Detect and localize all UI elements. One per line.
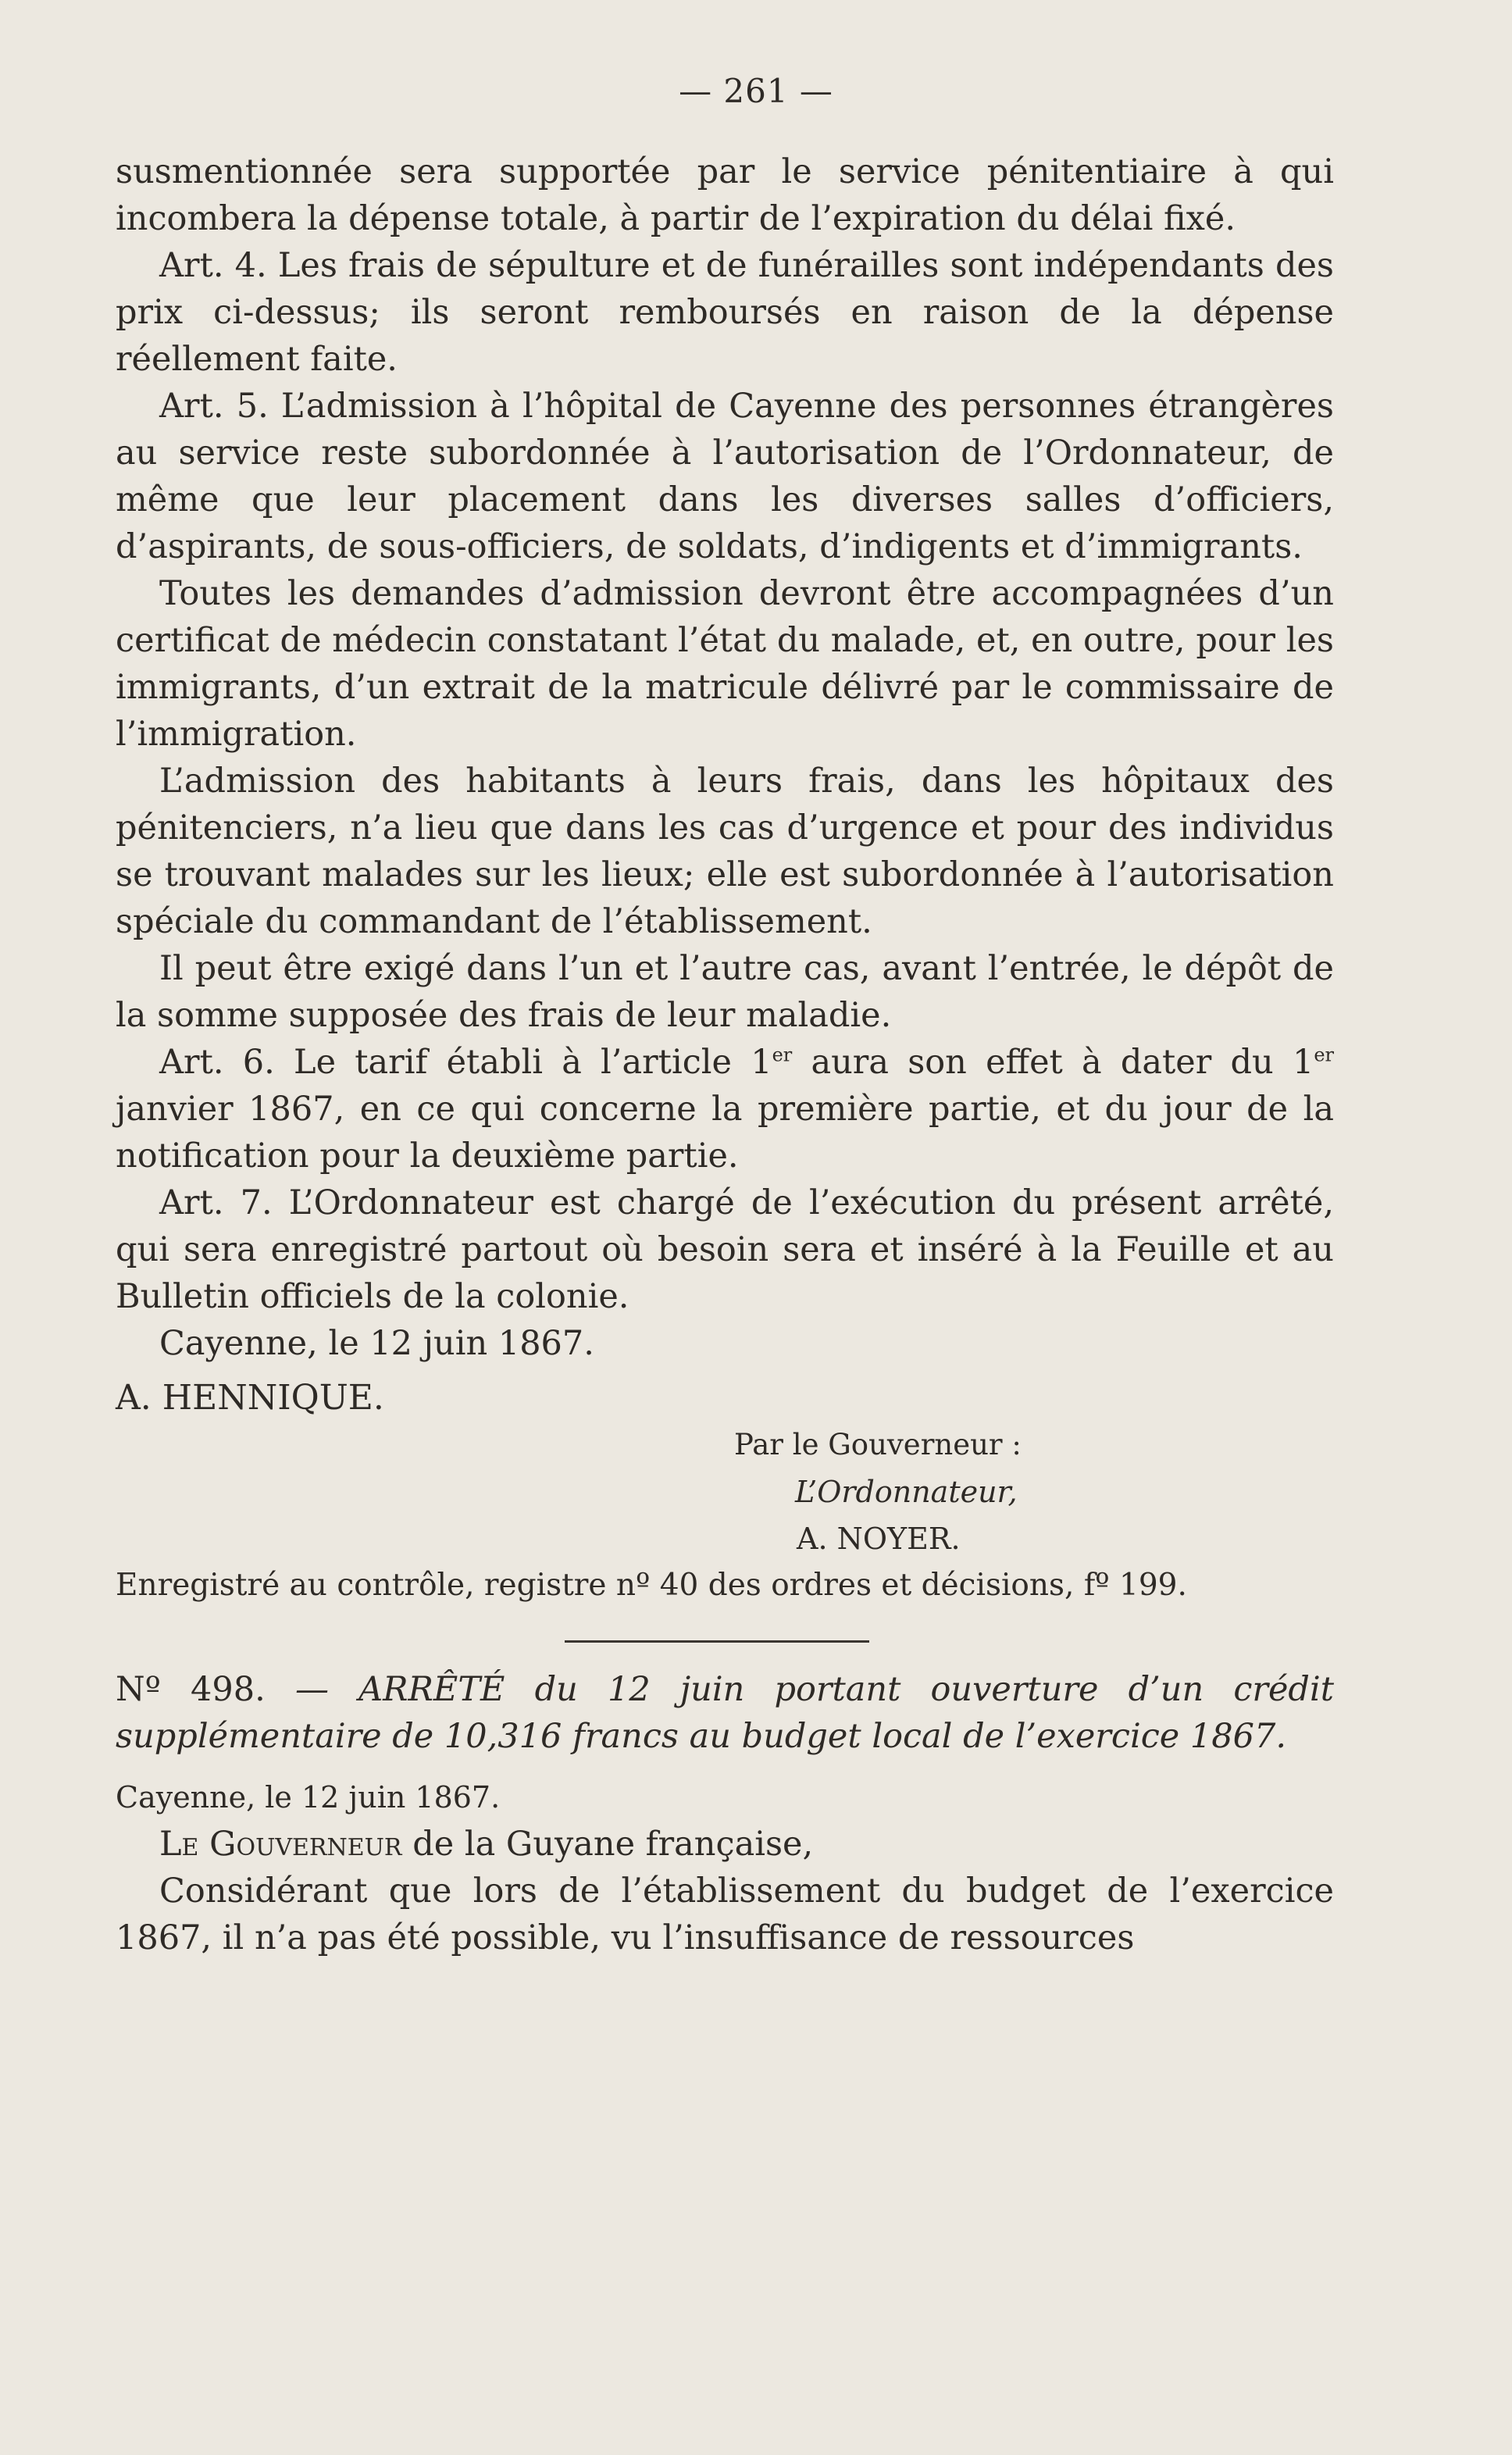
paragraph-art-7: Art. 7. L’Ordonnateur est chargé de l’exécution du présent arrêté, qui sera enregistré partout où besoin sera et inséré à la Feuille et au Bulletin officiels de la colonie. bbox=[116, 1183, 1334, 1316]
paragraph-demandes: Toutes les demandes d’admission devront être accompagnées d’un certificat de médecin constatant l’état du malade, et, en outre, pour les immigrants, d’un extrait de la matricule délivré par le commissaire de l’immigration. bbox=[116, 574, 1334, 754]
decree-number: Nº 498. bbox=[116, 1670, 266, 1709]
art6-sup1: er bbox=[772, 1044, 793, 1066]
paragraph-art-4: Art. 4. Les frais de sépulture et de funérailles sont indépendants des prix ci-dessus; ils seront remboursés en raison de la dépense réellement faite. bbox=[116, 246, 1334, 379]
paragraph-art-6 bbox=[116, 1039, 1334, 1179]
art6-part3: janvier 1867, en ce qui concerne la première partie, et du jour de la notification pour la deuxième partie. bbox=[116, 1090, 1334, 1176]
paragraph-art-5: Art. 5. L’admission à l’hôpital de Cayenne des personnes étrangères au service reste subordonnée à l’autorisation de l’Ordonnateur, de même que leur placement dans les diverses salles d’officiers, d’aspirants, de sous-officiers, de soldats, d’indigents et d’immigrants. bbox=[116, 387, 1334, 566]
page-number: — 261 — bbox=[679, 72, 833, 110]
ordonnateur-name: A. NOYER. bbox=[797, 1522, 961, 1556]
body-text bbox=[116, 148, 1334, 1961]
par-le-gouverneur: Par le Gouverneur : bbox=[734, 1428, 1022, 1461]
place-date: Cayenne, le 12 juin 1867. bbox=[159, 1324, 594, 1363]
decree-heading bbox=[116, 1666, 1334, 1760]
considerant-paragraph: Considérant que lors de l’établissement du budget de l’exercice 1867, il n’a pas été possible, vu l’insuffisance de ressources bbox=[116, 1872, 1334, 1957]
section-divider bbox=[565, 1640, 869, 1643]
art6-part2: aura son effet à dater du 1 bbox=[792, 1043, 1314, 1082]
governor-line bbox=[116, 1821, 1334, 1868]
ordonnateur-title: L’Ordonnateur, bbox=[795, 1475, 1018, 1509]
decree-title: — ARRÊTÉ du 12 juin portant ouverture d’un crédit supplémentaire de 10,316 francs au budget local de l’exercice 1867. bbox=[116, 1670, 1334, 1756]
art6-part1: Art. 6. Le tarif établi à l’article 1 bbox=[159, 1043, 772, 1082]
signatory: A. HENNIQUE. bbox=[116, 1378, 384, 1418]
paragraph-continuation: susmentionnée sera supportée par le service pénitentiaire à qui incombera la dépense totale, à partir de l’expiration du délai fixé. bbox=[116, 152, 1334, 238]
art6-sup2: er bbox=[1314, 1044, 1335, 1066]
governor-label: Le Gouverneur bbox=[159, 1825, 402, 1864]
governor-rest: de la Guyane française, bbox=[401, 1825, 814, 1864]
decree-dateline: Cayenne, le 12 juin 1867. bbox=[116, 1780, 501, 1814]
registration-note: Enregistré au contrôle, registre nº 40 des ordres et décisions, fº 199. bbox=[116, 1568, 1187, 1603]
paragraph-depot: Il peut être exigé dans l’un et l’autre cas, avant l’entrée, le dépôt de la somme supposée des frais de leur maladie. bbox=[116, 949, 1334, 1035]
paragraph-habitants: L’admission des habitants à leurs frais, dans les hôpitaux des pénitenciers, n’a lieu que dans les cas d’urgence et pour des individus se trouvant malades sur les lieux; elle est subordonnée à l’autorisation spéciale du commandant de l’établissement. bbox=[116, 762, 1334, 941]
